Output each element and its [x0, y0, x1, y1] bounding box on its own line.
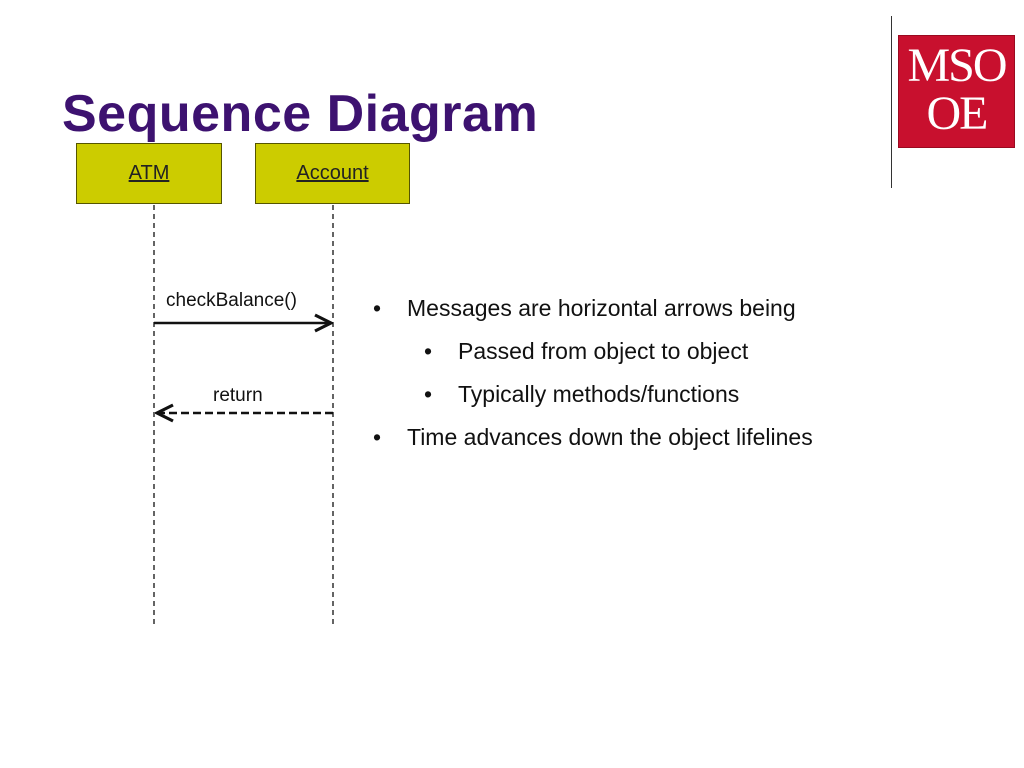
- logo-line-2: OE: [926, 87, 987, 140]
- bullet-dot: •: [424, 381, 433, 407]
- logo-line-1: MSO: [907, 39, 1006, 92]
- return-label: return: [213, 385, 263, 406]
- slide-title: Sequence Diagram: [62, 85, 539, 143]
- account-object-label: Account: [296, 162, 369, 184]
- account-object[interactable]: [255, 143, 410, 204]
- bullet-text: Passed from object to object: [458, 338, 749, 364]
- bullet-text: Time advances down the object lifelines: [407, 424, 813, 450]
- bullet-dot: •: [373, 295, 382, 321]
- atm-object[interactable]: [76, 143, 222, 204]
- checkbalance-label: checkBalance(): [166, 290, 297, 311]
- bullet-dot: •: [373, 424, 382, 450]
- bullet-text: Messages are horizontal arrows being: [407, 295, 796, 321]
- atm-object-label: ATM: [128, 162, 170, 184]
- bullet-text: Typically methods/functions: [458, 381, 740, 407]
- bullet-dot: •: [424, 338, 433, 364]
